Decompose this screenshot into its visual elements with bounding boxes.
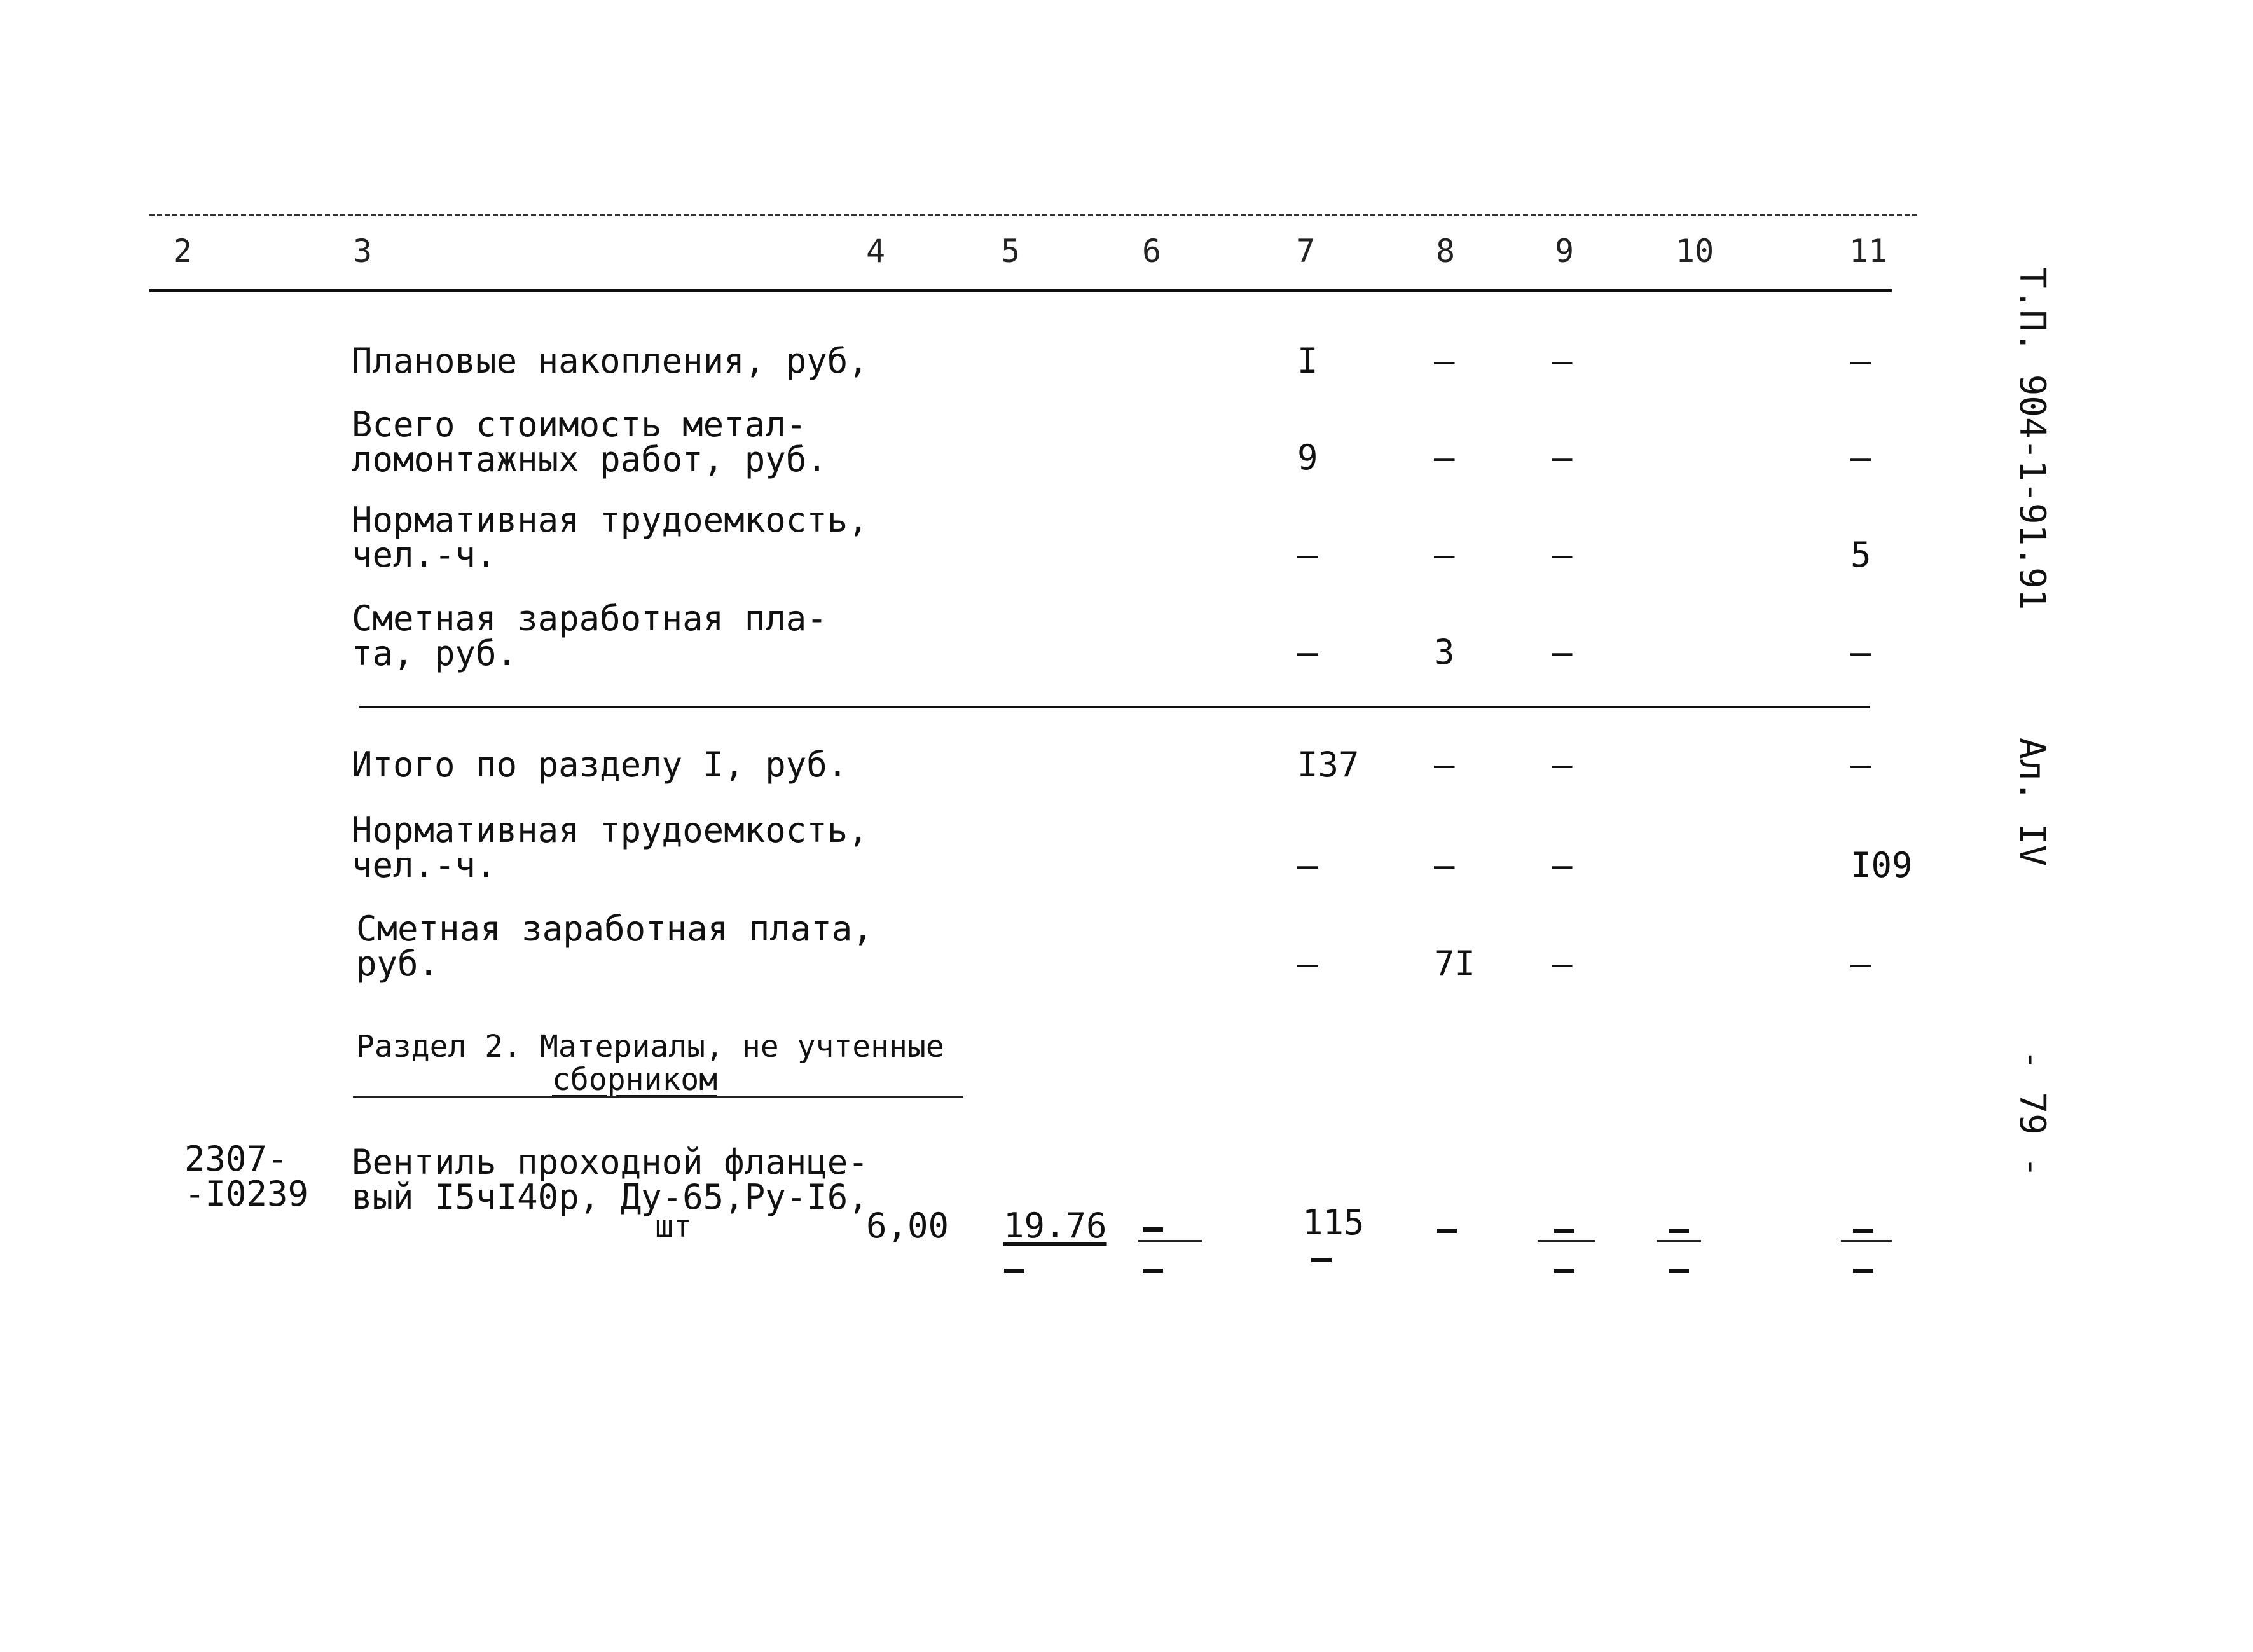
total-label-line2: руб. xyxy=(356,944,439,984)
section2-underline xyxy=(353,1096,963,1098)
item-c5-bottom-dash xyxy=(1002,1269,1027,1275)
item-c11-top-dash xyxy=(1850,1229,1876,1235)
row-value-c8: 3 xyxy=(1434,632,1455,672)
row-value-c9: – xyxy=(1552,632,1573,672)
total-value-c8: – xyxy=(1434,845,1455,885)
total-label: Итого по разделу I, руб. xyxy=(352,745,848,785)
col-header-5: 5 xyxy=(1001,233,1021,270)
header-rule xyxy=(149,289,1892,292)
item-c10-fraction-line xyxy=(1657,1240,1701,1242)
row-value-c7: 9 xyxy=(1297,437,1318,478)
row-value-c11: – xyxy=(1850,437,1871,478)
row-label-line2: та, руб. xyxy=(352,633,518,673)
total-value-c9: – xyxy=(1552,944,1573,984)
item-unit: шт xyxy=(655,1209,692,1244)
item-c6-top-dash xyxy=(1140,1227,1166,1234)
row-label-line1: Сметная заработная пла- xyxy=(352,598,827,638)
total-value-c7: – xyxy=(1297,845,1318,885)
row-value-c11: – xyxy=(1850,341,1871,381)
total-value-c9: – xyxy=(1552,745,1573,785)
item-c6-fraction-line xyxy=(1138,1240,1202,1242)
total-label-line2: чел.-ч. xyxy=(352,845,497,885)
row-value-c8: – xyxy=(1434,341,1455,381)
total-label-line1: Нормативная трудоемкость, xyxy=(352,810,869,850)
col-header-9: 9 xyxy=(1555,233,1574,270)
total-value-c7: I37 xyxy=(1297,745,1360,785)
item-c10-top-dash xyxy=(1666,1229,1691,1235)
item-c9-fraction-line xyxy=(1538,1240,1595,1242)
item-c11-fraction-line xyxy=(1841,1240,1892,1242)
row-value-c8: – xyxy=(1434,437,1455,478)
total-value-c11: I09 xyxy=(1850,845,1913,885)
total-label-line1: Сметная заработная плата, xyxy=(356,909,873,949)
total-value-c11: – xyxy=(1850,745,1871,785)
item-c8-dash xyxy=(1434,1229,1459,1235)
col-header-11: 11 xyxy=(1849,233,1888,270)
total-value-c8: – xyxy=(1434,745,1455,785)
row-label-line1: Нормативная трудоемкость, xyxy=(352,500,869,540)
item-code-line1: 2307- xyxy=(184,1139,288,1179)
row-label-line1: Всего стоимость метал- xyxy=(352,404,807,444)
item-quantity: 6,00 xyxy=(866,1206,949,1246)
total-value-c9: – xyxy=(1552,845,1573,885)
row-value-c9: – xyxy=(1552,437,1573,478)
item-c9-bottom-dash xyxy=(1552,1269,1577,1275)
item-c10-bottom-dash xyxy=(1666,1269,1691,1275)
row-value-c11: 5 xyxy=(1850,535,1871,575)
page-number-label: - 79 - xyxy=(2011,1049,2053,1178)
col-header-6: 6 xyxy=(1142,233,1162,270)
doc-code-label: Т.П. 904-1-91.91 xyxy=(2011,267,2053,610)
item-c6-bottom-dash xyxy=(1140,1269,1166,1275)
item-c9-top-dash xyxy=(1552,1229,1577,1235)
col-header-10: 10 xyxy=(1676,233,1714,270)
item-total: 115 xyxy=(1302,1202,1365,1242)
row-value-c9: – xyxy=(1552,341,1573,381)
section2-heading-line1: Раздел 2. Материалы, не учтенные xyxy=(356,1029,944,1064)
row-value-c7: – xyxy=(1297,535,1318,575)
item-code-line2: -I0239 xyxy=(184,1174,309,1214)
row-value-c8: – xyxy=(1434,535,1455,575)
col-header-3: 3 xyxy=(353,233,373,270)
row-label-line2: ломонтажных работ, руб. xyxy=(352,439,827,479)
item-c11-bottom-dash xyxy=(1850,1269,1876,1275)
album-label: Ал. IV xyxy=(2011,738,2053,867)
item-c7-bottom-dash xyxy=(1309,1258,1334,1264)
col-header-2: 2 xyxy=(173,233,193,270)
total-value-c8: 7I xyxy=(1434,944,1476,984)
col-header-4: 4 xyxy=(866,233,886,270)
total-value-c11: – xyxy=(1850,944,1871,984)
section2-heading-line2: сборником xyxy=(552,1062,718,1098)
top-rule xyxy=(149,214,1917,216)
col-header-8: 8 xyxy=(1436,233,1456,270)
row-label: Плановые накопления, руб, xyxy=(352,341,869,381)
row-value-c7: – xyxy=(1297,632,1318,672)
row-label-line2: чел.-ч. xyxy=(352,535,497,575)
item-price: 19.76 xyxy=(1003,1206,1107,1246)
item-name-line1: Вентиль проходной фланце- xyxy=(352,1142,869,1182)
total-value-c7: – xyxy=(1297,944,1318,984)
col-header-7: 7 xyxy=(1296,233,1316,270)
row-value-c7: I xyxy=(1297,341,1318,381)
section-separator xyxy=(359,706,1870,708)
row-value-c9: – xyxy=(1552,535,1573,575)
item-name-line2: вый I5чI40р, Ду-65,Ру-I6, xyxy=(352,1177,869,1217)
row-value-c11: – xyxy=(1850,632,1871,672)
